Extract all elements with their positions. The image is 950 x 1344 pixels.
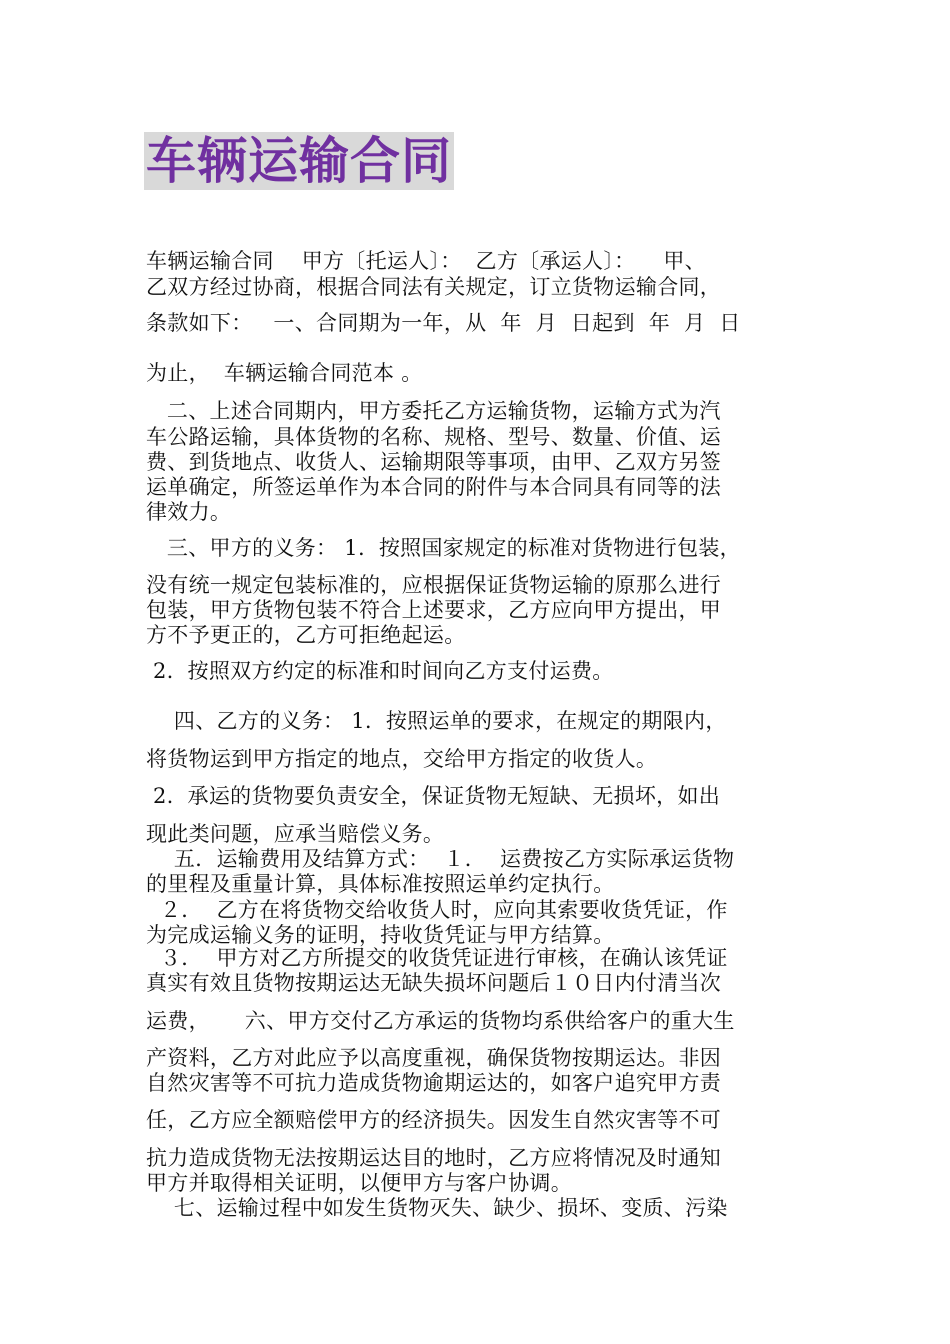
text-line: 包装，甲方货物包装不符合上述要求，乙方应向甲方提出，甲 [146, 598, 722, 622]
document-title: 车辆运输合同 [146, 132, 452, 190]
text-line: 运单确定，所签运单作为本合同的附件与本合同具有同等的法 [146, 475, 722, 499]
text-line: ２． 乙方在将货物交给收货人时，应向其索要收货凭证，作 [146, 898, 728, 922]
text-line: 2. 按照双方约定的标准和时间向乙方支付运费。 [146, 659, 614, 683]
text-line: 自然灾害等不可抗力造成货物逾期运达的，如客户追究甲方责 [146, 1071, 722, 1095]
text-line: 四、乙方的义务： 1. 按照运单的要求，在规定的期限内， [146, 709, 727, 733]
text-line: 方不予更正的，乙方可拒绝起运。 [146, 623, 466, 647]
text-line: 二、上述合同期内，甲方委托乙方运输货物，运输方式为汽 [146, 399, 721, 423]
text-line: 七、运输过程中如发生货物灭失、缺少、损坏、变质、污染 [146, 1196, 728, 1220]
text-line: 为完成运输义务的证明，持收货凭证与甲方结算。 [146, 923, 615, 947]
text-line: 三、甲方的义务： 1. 按照国家规定的标准对货物进行包装， [146, 536, 741, 560]
text-line: 任，乙方应全额赔偿甲方的经济损失。因发生自然灾害等不可 [146, 1108, 722, 1132]
text-line: 真实有效且货物按期运达无缺失损坏问题后１０日内付清当次 [146, 971, 722, 995]
text-line: 为止， 车辆运输合同范本 。 [146, 361, 423, 385]
text-line: 的里程及重量计算，具体标准按照运单约定执行。 [146, 872, 615, 896]
text-line: ３． 甲方对乙方所提交的收货凭证进行审核，在确认该凭证 [146, 946, 728, 970]
text-line: 五．运输费用及结算方式： １． 运费按乙方实际承运货物 [146, 847, 735, 871]
text-line: 车公路运输，具体货物的名称、规格、型号、数量、价值、运 [146, 425, 722, 449]
text-line: 现此类问题，应承当赔偿义务。 [146, 822, 445, 846]
text-line: 律效力。 [146, 500, 232, 524]
text-line: 车辆运输合同 甲方〔托运人〕： 乙方〔承运人〕： 甲、 [146, 249, 706, 273]
text-line: 产资料，乙方对此应予以高度重视，确保货物按期运达。非因 [146, 1046, 722, 1070]
text-line: 没有统一规定包装标准的，应根据保证货物运输的原那么进行 [146, 573, 722, 597]
text-line: 将货物运到甲方指定的地点，交给甲方指定的收货人。 [146, 747, 658, 771]
text-line: 甲方并取得相关证明，以便甲方与客户协调。 [146, 1171, 572, 1195]
text-line: 条款如下： 一、合同期为一年，从 年 月 日起到 年 月 日 [146, 311, 741, 335]
text-line: 乙双方经过协商，根据合同法有关规定，订立货物运输合同， [146, 275, 722, 299]
text-line: 2. 承运的货物要负责安全，保证货物无短缺、无损坏，如出 [146, 784, 721, 808]
text-line: 抗力造成货物无法按期运达目的地时，乙方应将情况及时通知 [146, 1146, 722, 1170]
text-line: 费、到货地点、收货人、运输期限等事项，由甲、乙双方另签 [146, 450, 722, 474]
text-line: 运费， 六、甲方交付乙方承运的货物均系供给客户的重大生 [146, 1009, 735, 1033]
